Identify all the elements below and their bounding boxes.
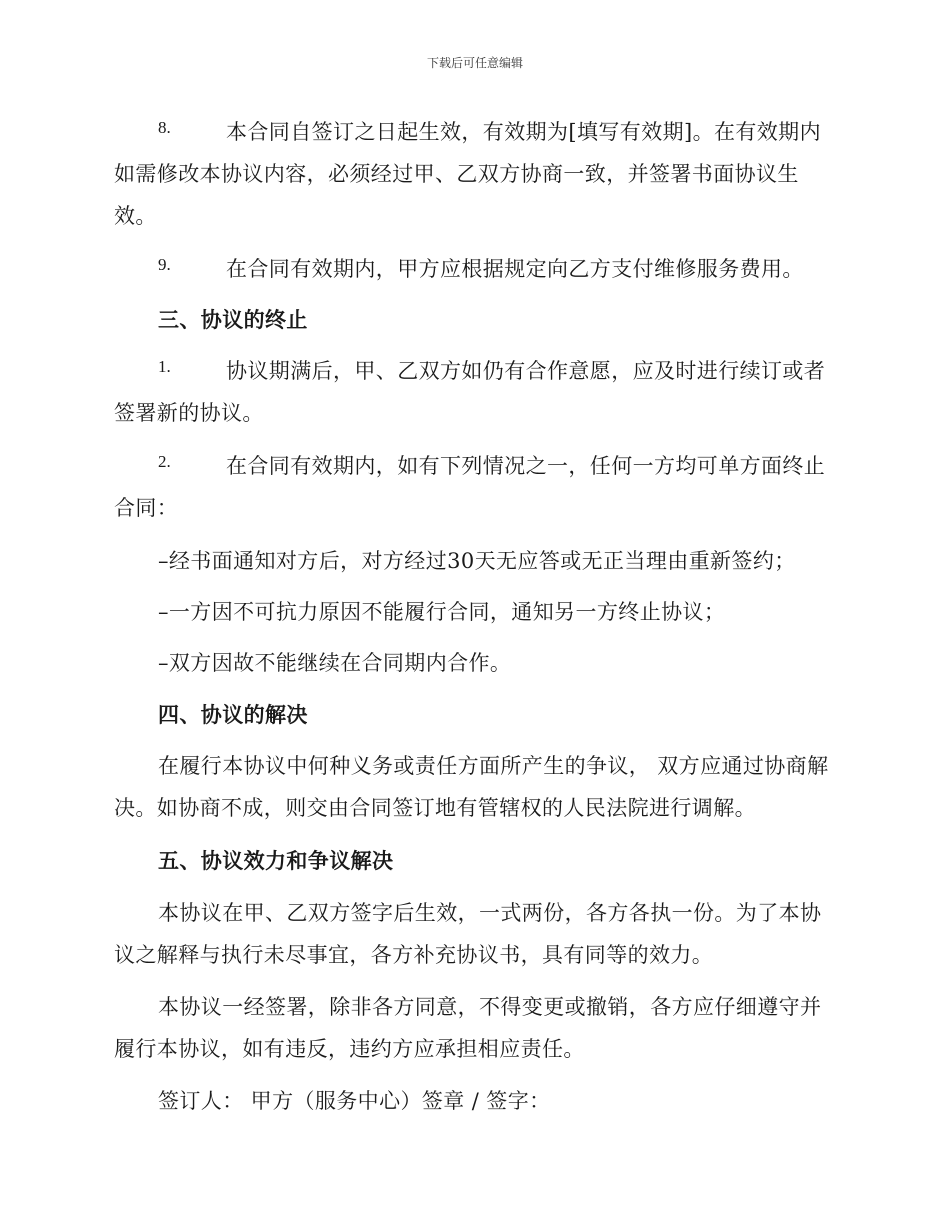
item-8-line-2: 如需修改本协议内容，必须经过甲、乙双方协商一致，并签署书面协议生	[114, 162, 799, 186]
termination-item-1-line-1: 协议期满后，甲、乙双方如仍有合作意愿，应及时进行续订或者	[226, 359, 826, 383]
item-number: 8.	[158, 118, 171, 137]
item-number: 1.	[158, 357, 171, 376]
section-heading-validity: 五、协议效力和争议解决	[158, 848, 394, 873]
signature-line: 签订人： 甲方（服务中心）签章 / 签字：	[158, 1089, 551, 1113]
section-heading-termination: 三、协议的终止	[158, 307, 308, 332]
resolution-line-1: 在履行本协议中何种义务或责任方面所产生的争议， 双方应通过协商解	[158, 754, 829, 778]
section-heading-resolution: 四、协议的解决	[158, 702, 308, 727]
termination-bullet-2: –一方因不可抗力原因不能履行合同，通知另一方终止协议；	[158, 600, 726, 624]
page-header: 下载后可任意编辑	[426, 56, 523, 70]
item-8-line-3: 效。	[114, 204, 157, 228]
termination-item-2-line-2: 合同：	[114, 496, 179, 520]
resolution-line-2: 决。如协商不成，则交由合同签订地有管辖权的人民法院进行调解。	[114, 796, 756, 820]
termination-bullet-1: –经书面通知对方后，对方经过30天无应答或无正当理由重新签约；	[158, 549, 796, 573]
item-number: 2.	[158, 452, 171, 471]
item-number: 9.	[158, 255, 171, 274]
validity-para-2-line-1: 本协议一经签署，除非各方同意，不得变更或撤销，各方应仔细遵守并	[158, 995, 822, 1019]
termination-item-1-line-2: 签署新的协议。	[114, 401, 264, 425]
termination-item-2-line-1: 在合同有效期内，如有下列情况之一，任何一方均可单方面终止	[226, 454, 826, 478]
termination-bullet-3: –双方因故不能继续在合同期内合作。	[158, 651, 512, 675]
item-8-line-1: 本合同自签订之日起生效，有效期为[填写有效期]。在有效期内	[226, 120, 821, 144]
item-9-line-1: 在合同有效期内，甲方应根据规定向乙方支付维修服务费用。	[226, 257, 804, 281]
validity-para-1-line-1: 本协议在甲、乙双方签字后生效，一式两份，各方各执一份。为了本协	[158, 901, 822, 925]
validity-para-2-line-2: 履行本协议，如有违反，违约方应承担相应责任。	[114, 1037, 585, 1061]
validity-para-1-line-2: 议之解释与执行未尽事宜，各方补充协议书，具有同等的效力。	[114, 943, 714, 967]
